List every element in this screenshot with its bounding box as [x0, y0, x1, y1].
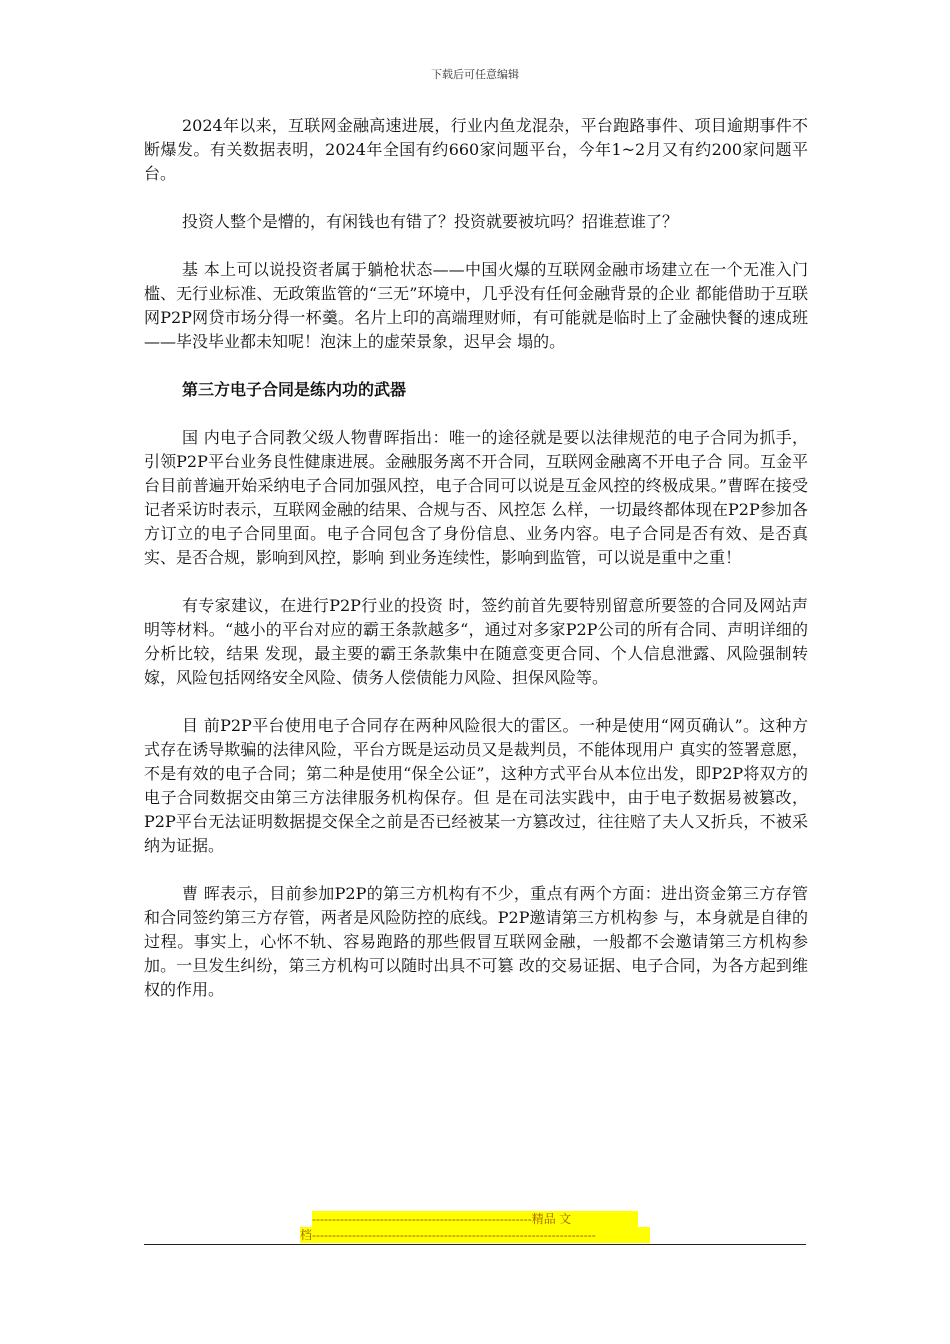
- section-heading: 第三方电子合同是练内功的武器: [182, 380, 407, 399]
- paragraph-expert-opinion: 国 内电子合同教父级人物曹晖指出：唯一的途径就是要以法律规范的电子合同为抓手，引领P2P平台业务良性健康进展。金融服务离不开合同，互联网金融离不开电子合 同。互金平台目前普遍开始采纳电子合同加强风控，电子合同可以说是互金风控的终极成果。”曹晖在接受记者采访时表示，互联网金融的结果、合规与否、风控怎 么样，一切最终都体现在P2P参加各方订立的电子合同里面。电子合同包含了身份信息、业务内容。电子合同是否有效、是否真实、是否合规，影响到风控，影响 到业务连续性，影响到监管，可以说是重中之重！: [144, 428, 808, 567]
- footer-banner: [300, 1211, 650, 1243]
- paragraph-risk-zones: 目 前P2P平台使用电子合同存在两种风险很大的雷区。一种是使用“网页确认”。这种方式存在诱导欺骗的法律风险，平台方既是运动员又是裁判员，不能体现用户 真实的签署意愿，不是有效的电子合同；第二种是使用“保全公证”，这种方式平台从本位出发，即P2P将双方的电子合同数据交由第三方法律服务机构保存。但 是在司法实践中，由于电子数据易被篡改，P2P平台无法证明数据提交保全之前是否已经被某一方篡改过，往往赔了夫人又折兵，不被采纳为证据。: [144, 716, 808, 855]
- document-body: [144, 114, 808, 1026]
- paragraph-investor-question: 投资人整个是懵的，有闲钱也有错了？投资就要被坑吗？招谁惹谁了？: [182, 212, 679, 231]
- paragraph-expert-advice: 有专家建议，在进行P2P行业的投资 时，签约前首先要特别留意所要签的合同及网站声明等材料。“越小的平台对应的霸王条款越多“，通过对多家P2P公司的所有合同、声明详细的分析比较，结果 发现，最主要的霸王条款集中在随意变更合同、个人信息泄露、风险强制转嫁，风险包括网络安全风险、债务人偿债能力风险、担保风险等。: [144, 596, 808, 687]
- paragraph-third-party: 曹 晖表示，目前参加P2P的第三方机构有不少，重点有两个方面：进出资金第三方存管和合同签约第三方存管，两者是风险防控的底线。P2P邀请第三方机构参 与，本身就是自律的过程。事实上，心怀不轨、容易跑路的那些假冒互联网金融，一般都不会邀请第三方机构参加。一旦发生纠纷，第三方机构可以随时出具不可篡 改的交易证据、电子合同，为各方起到维权的作用。: [144, 884, 808, 999]
- paragraph-market-state: 基 本上可以说投资者属于躺枪状态——中国火爆的互联网金融市场建立在一个无准入门槛、无行业标准、无政策监管的“三无”环境中，几乎没有任何金融背景的企业 都能借助于互联网P2P网贷市场分得一杯羹。名片上印的高端理财师，有可能就是临时上了金融快餐的速成班——毕没毕业都未知呢！泡沫上的虚荣景象，迟早会 塌的。: [144, 260, 808, 351]
- footer-banner-line-2: 档-----------------------------------------------------------------------: [300, 1227, 650, 1243]
- footer-divider: [144, 1244, 806, 1245]
- page-header: 下载后可任意编辑: [431, 68, 519, 81]
- footer-banner-line-1: -------------------------------------------------------精品 文: [312, 1211, 638, 1227]
- paragraph-intro: 2024年以来，互联网金融高速进展，行业内鱼龙混杂，平台跑路事件、项目逾期事件不断爆发。有关数据表明，2024年全国有约660家问题平台，今年1~2月又有约200家问题平台。: [144, 116, 808, 183]
